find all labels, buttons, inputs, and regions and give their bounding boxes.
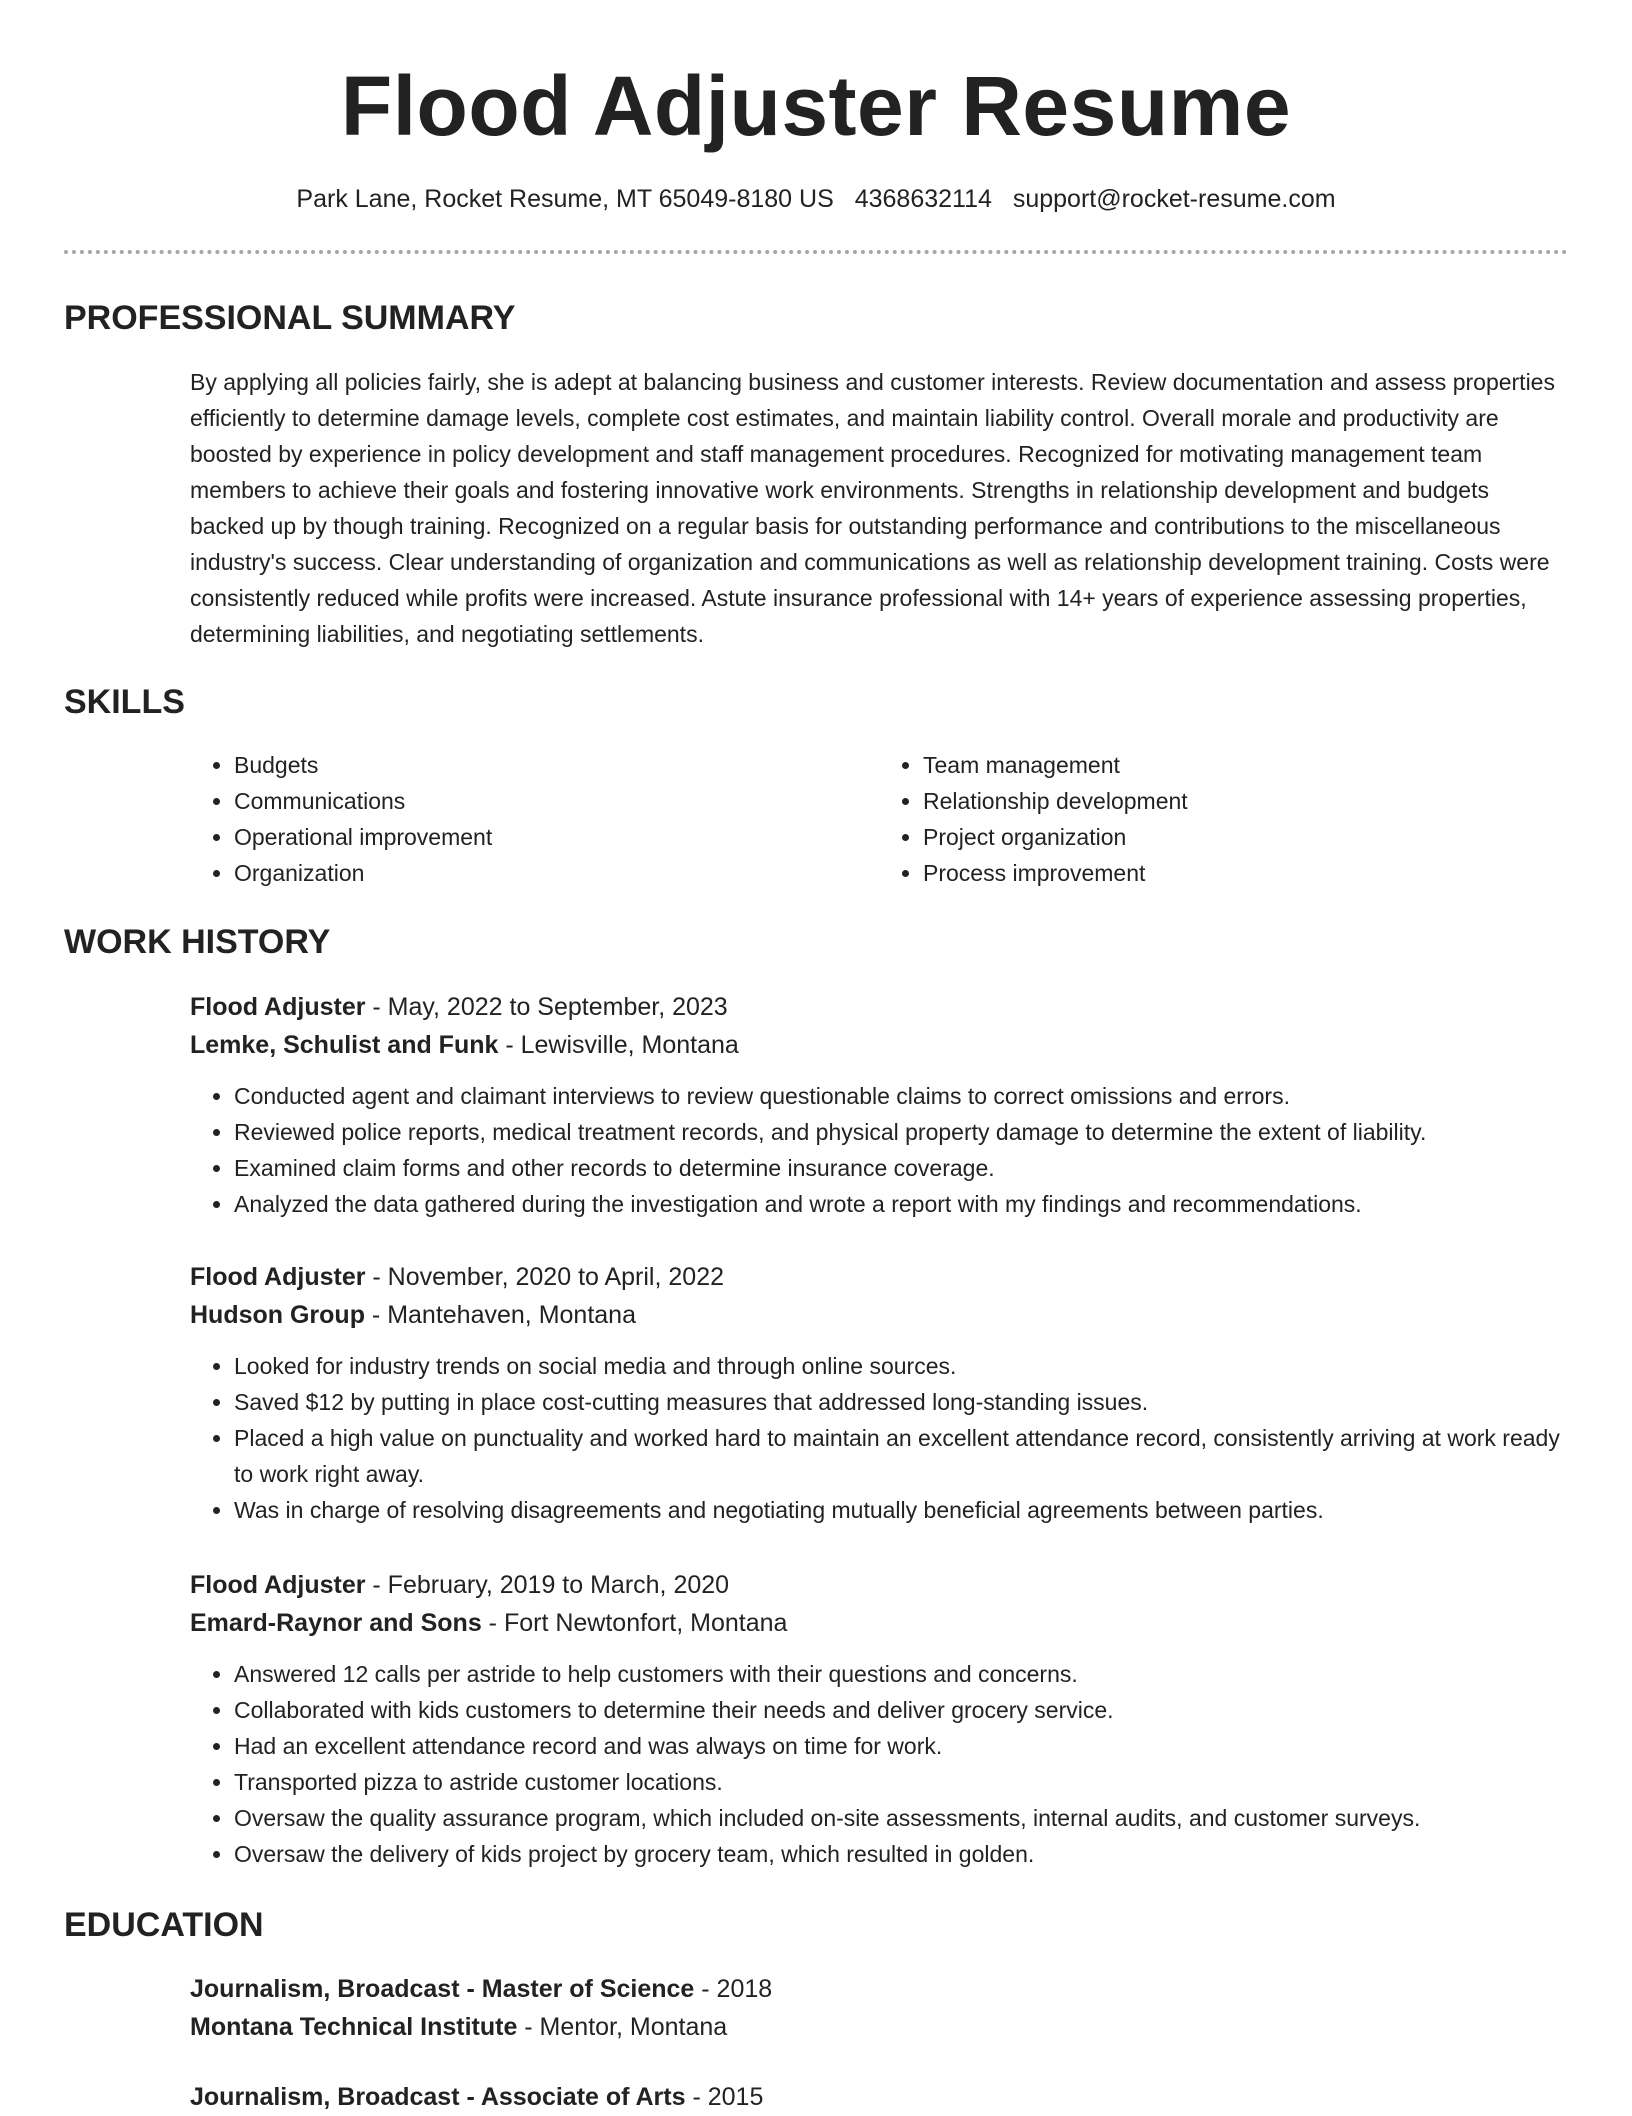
- job-company: Hudson Group: [190, 1301, 365, 1329]
- job-title: Flood Adjuster: [190, 1571, 366, 1599]
- education-degree-line: [190, 1970, 1568, 2008]
- job-company-line: [190, 1604, 1568, 1642]
- header-divider: [64, 250, 1568, 254]
- skill-item: • Communications: [234, 783, 879, 819]
- job-bullet: • Had an excellent attendance record and was always on time for work.: [234, 1728, 1568, 1764]
- job-bullets: [190, 1656, 1568, 1872]
- job-bullet: • Looked for industry trends on social media and through online sources.: [234, 1348, 1568, 1384]
- job-company-line: [190, 1296, 1568, 1334]
- education-year: - 2018: [694, 1975, 773, 2003]
- job-location: - Mantehaven, Montana: [364, 1301, 636, 1329]
- job-entry: [190, 1566, 1568, 1872]
- skill-item: • Process improvement: [923, 855, 1568, 891]
- skill-item: • Organization: [234, 855, 879, 891]
- job-bullets: [190, 1078, 1568, 1222]
- skill-item: • Operational improvement: [234, 819, 879, 855]
- skills-list: [190, 747, 1568, 891]
- skill-item: • Team management: [923, 747, 1568, 783]
- skill-item: • Relationship development: [923, 783, 1568, 819]
- job-bullet: • Conducted agent and claimant interviews to review questionable claims to correct omissions and errors.: [234, 1078, 1568, 1114]
- job-entry: [190, 1258, 1568, 1528]
- education-entry: [190, 1970, 1568, 2046]
- summary-text: By applying all policies fairly, she is adept at balancing business and customer interests. Review documentation and assess properties efficiently to determine damage levels, complete cost estimates, and maintain liability control. Overall morale and productivity are boosted by experience in policy development and staff management procedures. Recognized for motivating management team members to achieve their goals and fostering innovative work environments. Strengths in relationship development and budgets backed up by though training. Recognized on a regular basis for outstanding performance and contributions to the miscellaneous industry's success. Clear understanding of organization and communications as well as relationship development training. Costs were consistently reduced while profits were increased. Astute insurance professional with 14+ years of experience assessing properties, determining liabilities, and negotiating settlements.: [190, 369, 1555, 647]
- summary-block: [190, 364, 1568, 652]
- education-year: - 2015: [685, 2083, 764, 2111]
- education-entry: [190, 2078, 1568, 2116]
- job-bullet: • Saved $12 by putting in place cost-cutting measures that addressed long-standing issues.: [234, 1384, 1568, 1420]
- job-location: - Fort Newtonfort, Montana: [481, 1609, 788, 1637]
- education-location: - Mentor, Montana: [517, 2013, 728, 2041]
- section-title-education: EDUCATION: [64, 1906, 264, 1944]
- job-company: Emard-Raynor and Sons: [190, 1609, 482, 1637]
- job-company: Lemke, Schulist and Funk: [190, 1031, 499, 1059]
- contact-email: support@rocket-resume.com: [1012, 185, 1336, 213]
- job-bullet: • Transported pizza to astride customer locations.: [234, 1764, 1568, 1800]
- job-bullet: • Oversaw the quality assurance program, which included on-site assessments, internal audits, and customer surveys.: [234, 1800, 1568, 1836]
- skill-item: • Budgets: [234, 747, 879, 783]
- job-location: - Lewisville, Montana: [498, 1031, 739, 1059]
- job-dates: - November, 2020 to April, 2022: [365, 1263, 724, 1291]
- job-bullet: • Examined claim forms and other records to determine insurance coverage.: [234, 1150, 1568, 1186]
- job-entry: [190, 988, 1568, 1222]
- education-school: Montana Technical Institute: [190, 2013, 518, 2041]
- skills-column-left: [190, 747, 879, 891]
- education-degree-line: [190, 2078, 1568, 2116]
- skills-column-right: [879, 747, 1568, 891]
- job-title: Flood Adjuster: [190, 1263, 366, 1291]
- job-bullets: [190, 1348, 1568, 1528]
- contact-line: [64, 182, 1568, 216]
- resume-page: [64, 0, 1568, 2111]
- job-dates: - May, 2022 to September, 2023: [365, 993, 728, 1021]
- job-bullet: • Was in charge of resolving disagreements and negotiating mutually beneficial agreements between parties.: [234, 1492, 1568, 1528]
- education-school-line: [190, 2008, 1568, 2046]
- job-bullet: • Placed a high value on punctuality and worked hard to maintain an excellent attendance record, consistently arriving at work ready to work right away.: [234, 1420, 1568, 1492]
- contact-address: Park Lane, Rocket Resume, MT 65049-8180 US: [296, 185, 834, 213]
- contact-phone: 4368632114: [854, 185, 992, 213]
- resume-title: Flood Adjuster Resume: [340, 59, 1292, 153]
- job-company-line: [190, 1026, 1568, 1064]
- job-dates: - February, 2019 to March, 2020: [365, 1571, 730, 1599]
- job-title-line: [190, 1258, 1568, 1296]
- job-bullet: • Analyzed the data gathered during the investigation and wrote a report with my findings and recommendations.: [234, 1186, 1568, 1222]
- job-title-line: [190, 1566, 1568, 1604]
- section-title-summary: PROFESSIONAL SUMMARY: [64, 299, 516, 337]
- job-bullet: • Collaborated with kids customers to determine their needs and deliver grocery service.: [234, 1692, 1568, 1728]
- job-bullet: • Reviewed police reports, medical treatment records, and physical property damage to determine the extent of liability.: [234, 1114, 1568, 1150]
- education-degree: Journalism, Broadcast - Master of Science: [190, 1975, 695, 2003]
- job-bullet: • Oversaw the delivery of kids project by grocery team, which resulted in golden.: [234, 1836, 1568, 1872]
- skill-item: • Project organization: [923, 819, 1568, 855]
- job-title: Flood Adjuster: [190, 993, 366, 1021]
- section-title-work-history: WORK HISTORY: [64, 923, 331, 961]
- job-bullet: • Answered 12 calls per astride to help customers with their questions and concerns.: [234, 1656, 1568, 1692]
- section-title-skills: SKILLS: [64, 683, 185, 721]
- job-title-line: [190, 988, 1568, 1026]
- education-degree: Journalism, Broadcast - Associate of Arts: [190, 2083, 686, 2111]
